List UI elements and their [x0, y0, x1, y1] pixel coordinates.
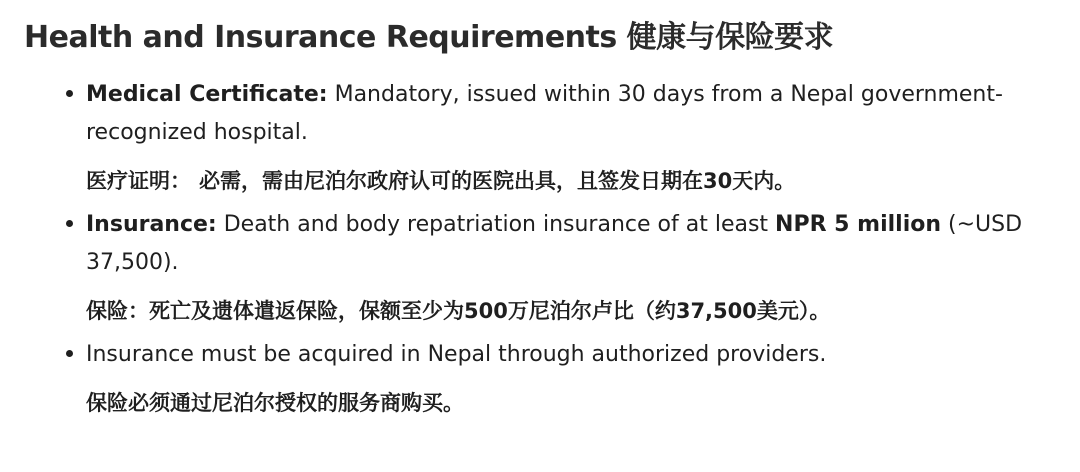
bullet-icon: [66, 90, 73, 97]
item-label: Insurance:: [86, 212, 217, 237]
item-chinese-text: [86, 166, 1056, 196]
item-chinese-label: 医疗证明：: [86, 169, 191, 193]
bullet-icon: [66, 220, 73, 227]
item-english-text: [86, 76, 1046, 152]
item-english-text: Insurance must be acquired in Nepal through authorized providers.: [86, 342, 827, 367]
list-item-medical-certificate: [86, 76, 1056, 196]
requirements-list: [24, 76, 1056, 418]
item-chinese-text: 保险：死亡及遗体遣返保险，保额至少为500万尼泊尔卢比（约37,500美元）。: [86, 299, 831, 323]
item-amount: NPR 5 million: [775, 212, 942, 237]
bullet-icon: [66, 350, 73, 357]
item-chinese-description: 必需，需由尼泊尔政府认可的医院出具，且签发日期在30天内。: [199, 169, 796, 193]
item-chinese-text: 保险必须通过尼泊尔授权的服务商购买。: [86, 391, 464, 415]
list-item-insurance-provider: [86, 336, 1056, 418]
item-description: Mandatory, issued within 30 days from a Nepal government-recognized hospital.: [86, 82, 1003, 145]
item-description-part-2: (~USD 37,500).: [86, 212, 1023, 275]
item-label: Medical Certificate:: [86, 82, 328, 107]
section-heading: Health and Insurance Requirements 健康与保险要求: [24, 20, 834, 55]
item-english-text: [86, 206, 1046, 282]
list-item-insurance: [86, 206, 1056, 326]
item-description-part-1: Death and body repatriation insurance of at least: [216, 212, 776, 237]
